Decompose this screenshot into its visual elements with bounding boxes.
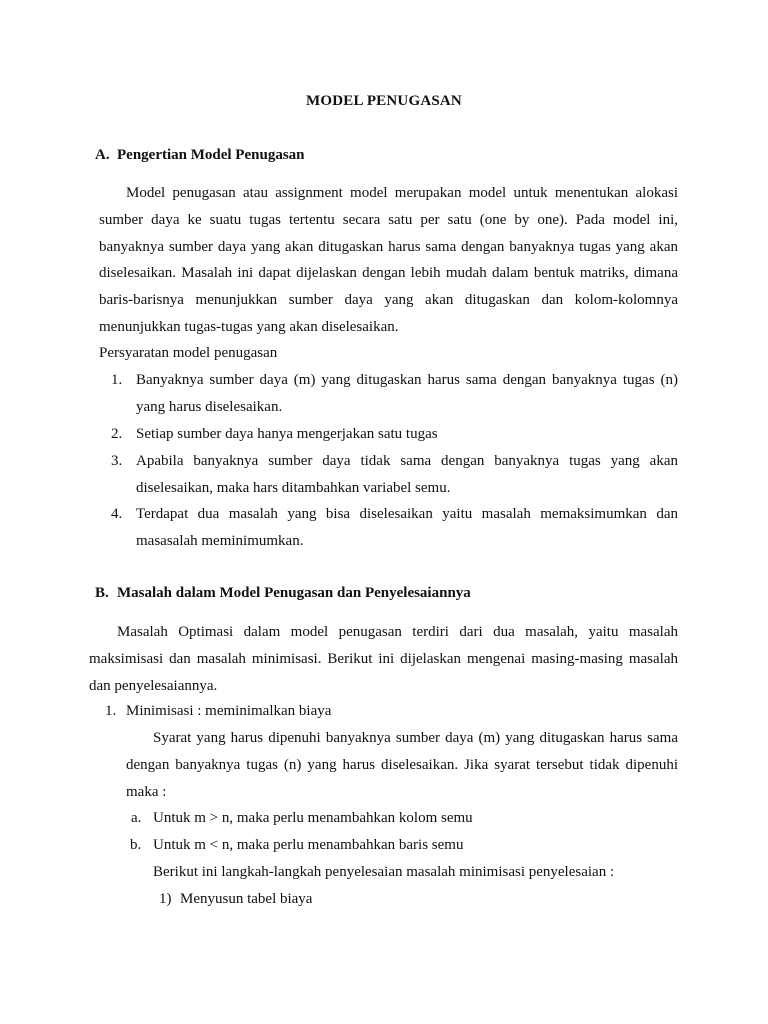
requirement-item-2 xyxy=(111,421,678,448)
section-b-item-1-text: Minimisasi : meminimalkan biaya xyxy=(126,703,332,719)
requirement-number: 4. xyxy=(111,506,123,522)
sub-item-b-label: b. xyxy=(130,837,142,853)
requirements-label: Persyaratan model penugasan xyxy=(99,345,278,361)
minimization-paragraph: Syarat yang harus dipenuhi banyaknya sumber daya (m) yang ditugaskan harus sama dengan banyaknya tugas (n) yang harus diselesaikan. Jika syarat tersebut tidak dipenuhi maka : xyxy=(126,730,678,800)
section-b-title: Masalah dalam Model Penugasan dan Penyelesaiannya xyxy=(117,585,471,601)
requirement-text: Setiap sumber daya hanya mengerjakan satu tugas xyxy=(136,426,438,442)
requirement-number: 2. xyxy=(111,426,123,442)
requirement-item-3 xyxy=(111,448,678,502)
section-b-label: B. xyxy=(95,585,109,601)
requirement-item-1 xyxy=(111,367,678,421)
sub-item-a-label: a. xyxy=(131,810,142,826)
steps-intro: Berikut ini langkah-langkah penyelesaian masalah minimisasi penyelesaian : xyxy=(153,864,615,880)
section-b-paragraph: Masalah Optimasi dalam model penugasan terdiri dari dua masalah, yaitu masalah maksimisasi dan masalah minimisasi. Berikut ini dijelaskan mengenai masing-masing masalah dan penyelesaiannya. xyxy=(89,624,678,694)
requirement-item-4 xyxy=(111,501,678,555)
section-b-heading xyxy=(95,585,471,602)
requirement-text: Terdapat dua masalah yang bisa diselesaikan yaitu masalah memaksimumkan dan masasalah meminimumkan. xyxy=(136,506,678,549)
requirement-number: 1. xyxy=(111,372,123,388)
requirement-text: Apabila banyaknya sumber daya tidak sama dengan banyaknya tugas yang akan diselesaikan, maka hars ditambahkan variabel semu. xyxy=(136,453,678,496)
section-a-paragraph: Model penugasan atau assignment model merupakan model untuk menentukan alokasi sumber daya ke suatu tugas tertentu secara satu per satu (one by one). Pada model ini, banyaknya sumber daya yang akan ditugaskan harus sama dengan banyaknya tugas yang akan diselesaikan. Masalah ini dapat dijelaskan dengan lebih mudah dalam bentuk matriks, dimana baris-barisnya menunjukkan sumber daya yang akan ditugaskan dan kolom-kolomnya menunjukkan tugas-tugas yang akan diselesaikan. xyxy=(99,185,678,335)
section-b-item-1-number: 1. xyxy=(105,703,117,719)
step-1-text: Menyusun tabel biaya xyxy=(180,891,313,907)
document-title: MODEL PENUGASAN xyxy=(306,93,462,109)
sub-item-a-text: Untuk m > n, maka perlu menambahkan kolom semu xyxy=(153,810,473,826)
section-a-title: Pengertian Model Penugasan xyxy=(117,147,305,163)
step-1-label: 1) xyxy=(159,891,172,907)
requirement-number: 3. xyxy=(111,453,123,469)
section-a-label: A. xyxy=(95,147,110,163)
requirement-text: Banyaknya sumber daya (m) yang ditugaskan harus sama dengan banyaknya tugas (n) yang harus diselesaikan. xyxy=(136,372,678,415)
section-a-heading xyxy=(95,147,305,164)
sub-item-b-text: Untuk m < n, maka perlu menambahkan baris semu xyxy=(153,837,464,853)
